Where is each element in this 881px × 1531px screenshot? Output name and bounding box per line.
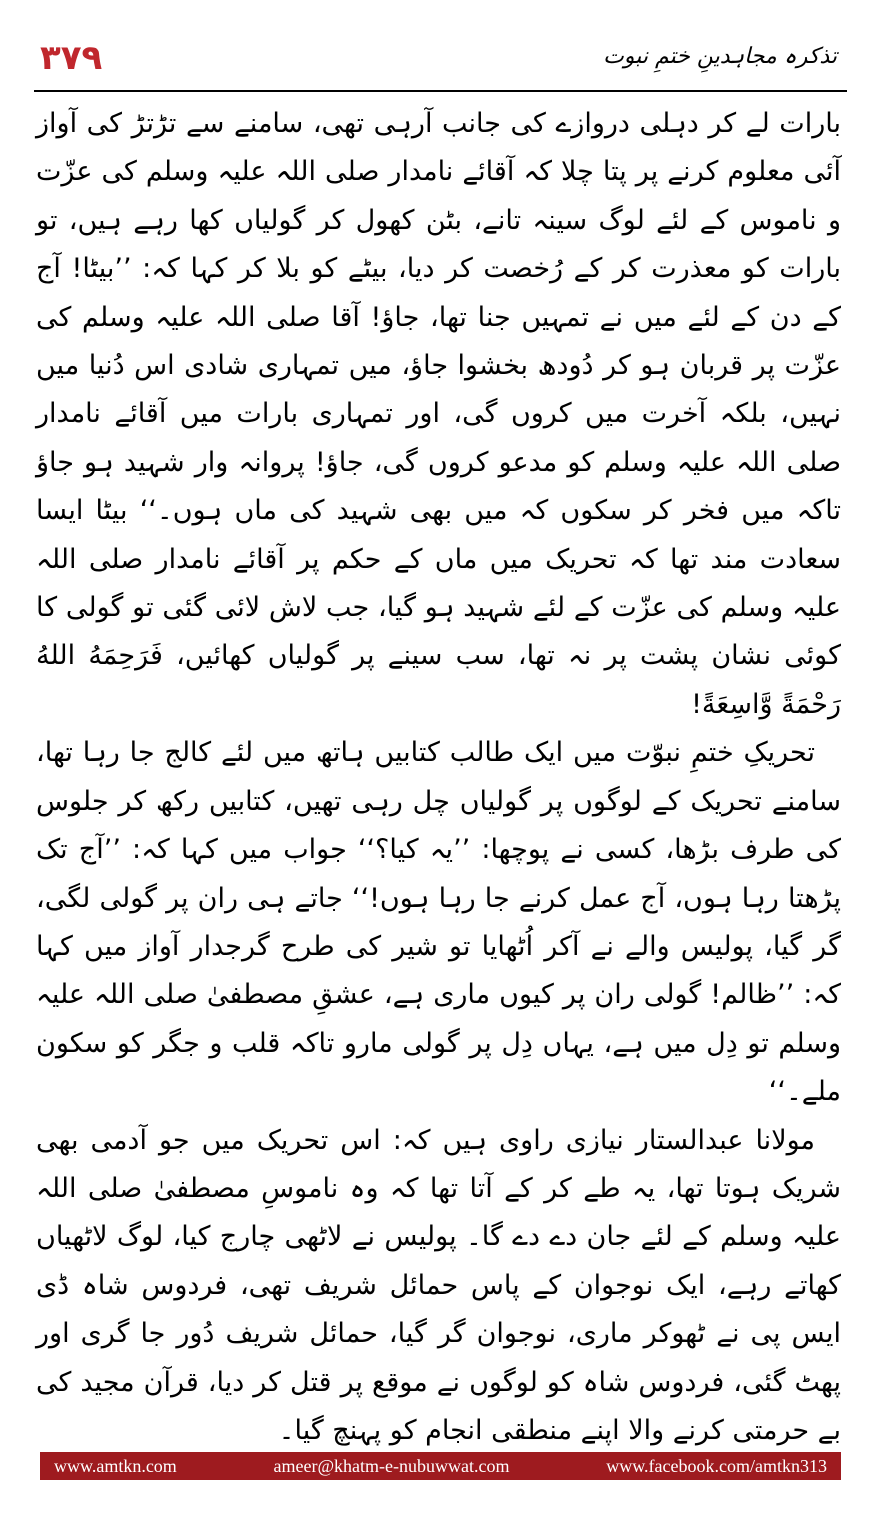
footer-email-link[interactable]: ameer@khatm-e-nubuwwat.com [273,1455,510,1476]
paragraph: بارات لے کر دہلی دروازے کی جانب آرہی تھی، سامنے سے تڑتڑ کی آواز آئی معلوم کرنے پر پتا چلا کہ آقائے نامدار صلی اللہ علیہ وسلم کی عزّت و ناموس کے لئے لوگ سینہ تانے، بٹن کھول کر گولیاں کھا رہے ہیں، تو بارات کو معذرت کر کے رُخصت کر دیا، بیٹے کو بلا کر کہا کہ: ’’بیٹا! آج کے دن کے لئے میں نے تمہیں جنا تھا، جاؤ! آقا صلی اللہ علیہ وسلم کی عزّت پر قربان ہو کر دُودھ بخشوا جاؤ، میں تمہاری شادی اس دُنیا میں نہیں، بلکہ آخرت میں کروں گی، اور تمہاری بارات میں آقائے نامدار صلی اللہ علیہ وسلم کو مدعو کروں گی، جاؤ! پروانہ وار شہید ہو جاؤ تاکہ میں فخر کر سکوں کہ میں بھی شہید کی ماں ہوں۔‘‘ بیٹا ایسا سعادت مند تھا کہ تحریک میں ماں کے حکم پر آقائے نامدار صلی اللہ علیہ وسلم کی عزّت کے لئے شہید ہو گیا، جب لاش لائی گئی تو گولی کا کوئی نشان پشت پر نہ تھا، سب سینے پر گولیاں کھائیں، فَرَحِمَهُ اللهُ رَحْمَةً وَّاسِعَةً! [36,108,841,720]
footer-bar [40,1452,841,1480]
paragraph: مولانا عبدالستار نیازی راوی ہیں کہ: اس تحریک میں جو آدمی بھی شریک ہوتا تھا، یہ طے کر کے آتا تھا کہ وہ ناموسِ مصطفیٰ صلی اللہ علیہ وسلم کے لئے جان دے دے گا۔ پولیس نے لاٹھی چارج کیا، لوگ لاٹھیاں کھاتے رہے، ایک نوجوان کے پاس حمائل شریف تھی، فردوس شاہ ڈی ایس پی نے ٹھوکر ماری، نوجوان گر گیا، حمائل شریف دُور جا گری اور پھٹ گئی، فردوس شاہ کو لوگوں نے موقع پر قتل کر دیا، قرآن مجید کی بے حرمتی کرنے والا اپنے منطقی انجام کو پہنچ گیا۔ [36,1124,842,1446]
header-rule [34,90,847,92]
paragraph: تحریکِ ختمِ نبوّت میں ایک طالب کتابیں ہاتھ میں لئے کالج جا رہا تھا، سامنے تحریک کے لوگوں پر گولیاں چل رہی تھیں، کتابیں رکھ کر جلوس کی طرف بڑھا، کسی نے پوچھا: ’’یہ کیا؟‘‘ جواب میں کہا کہ: ’’آج تک پڑھتا رہا ہوں، آج عمل کرنے جا رہا ہوں!‘‘ جاتے ہی ران پر گولی لگی، گر گیا، پولیس والے نے آکر اُٹھایا تو شیر کی طرح گرجدار آواز میں کہا کہ: ’’ظالم! گولی ران پر کیوں ماری ہے، عشقِ مصطفیٰ صلی اللہ علیہ وسلم تو دِل میں ہے، یہاں دِل پر گولی مارو تاکہ قلب و جگر کو سکون ملے۔‘‘ [36,737,841,1108]
footer-website-link[interactable]: www.amtkn.com [54,1455,177,1476]
running-title: تذکرہ مجاہدینِ ختمِ نبوت [603,44,837,69]
footer-facebook-link[interactable]: www.facebook.com/amtkn313 [606,1455,827,1476]
page-number: ۳۷۹ [40,38,103,78]
body-text [36,100,841,1455]
